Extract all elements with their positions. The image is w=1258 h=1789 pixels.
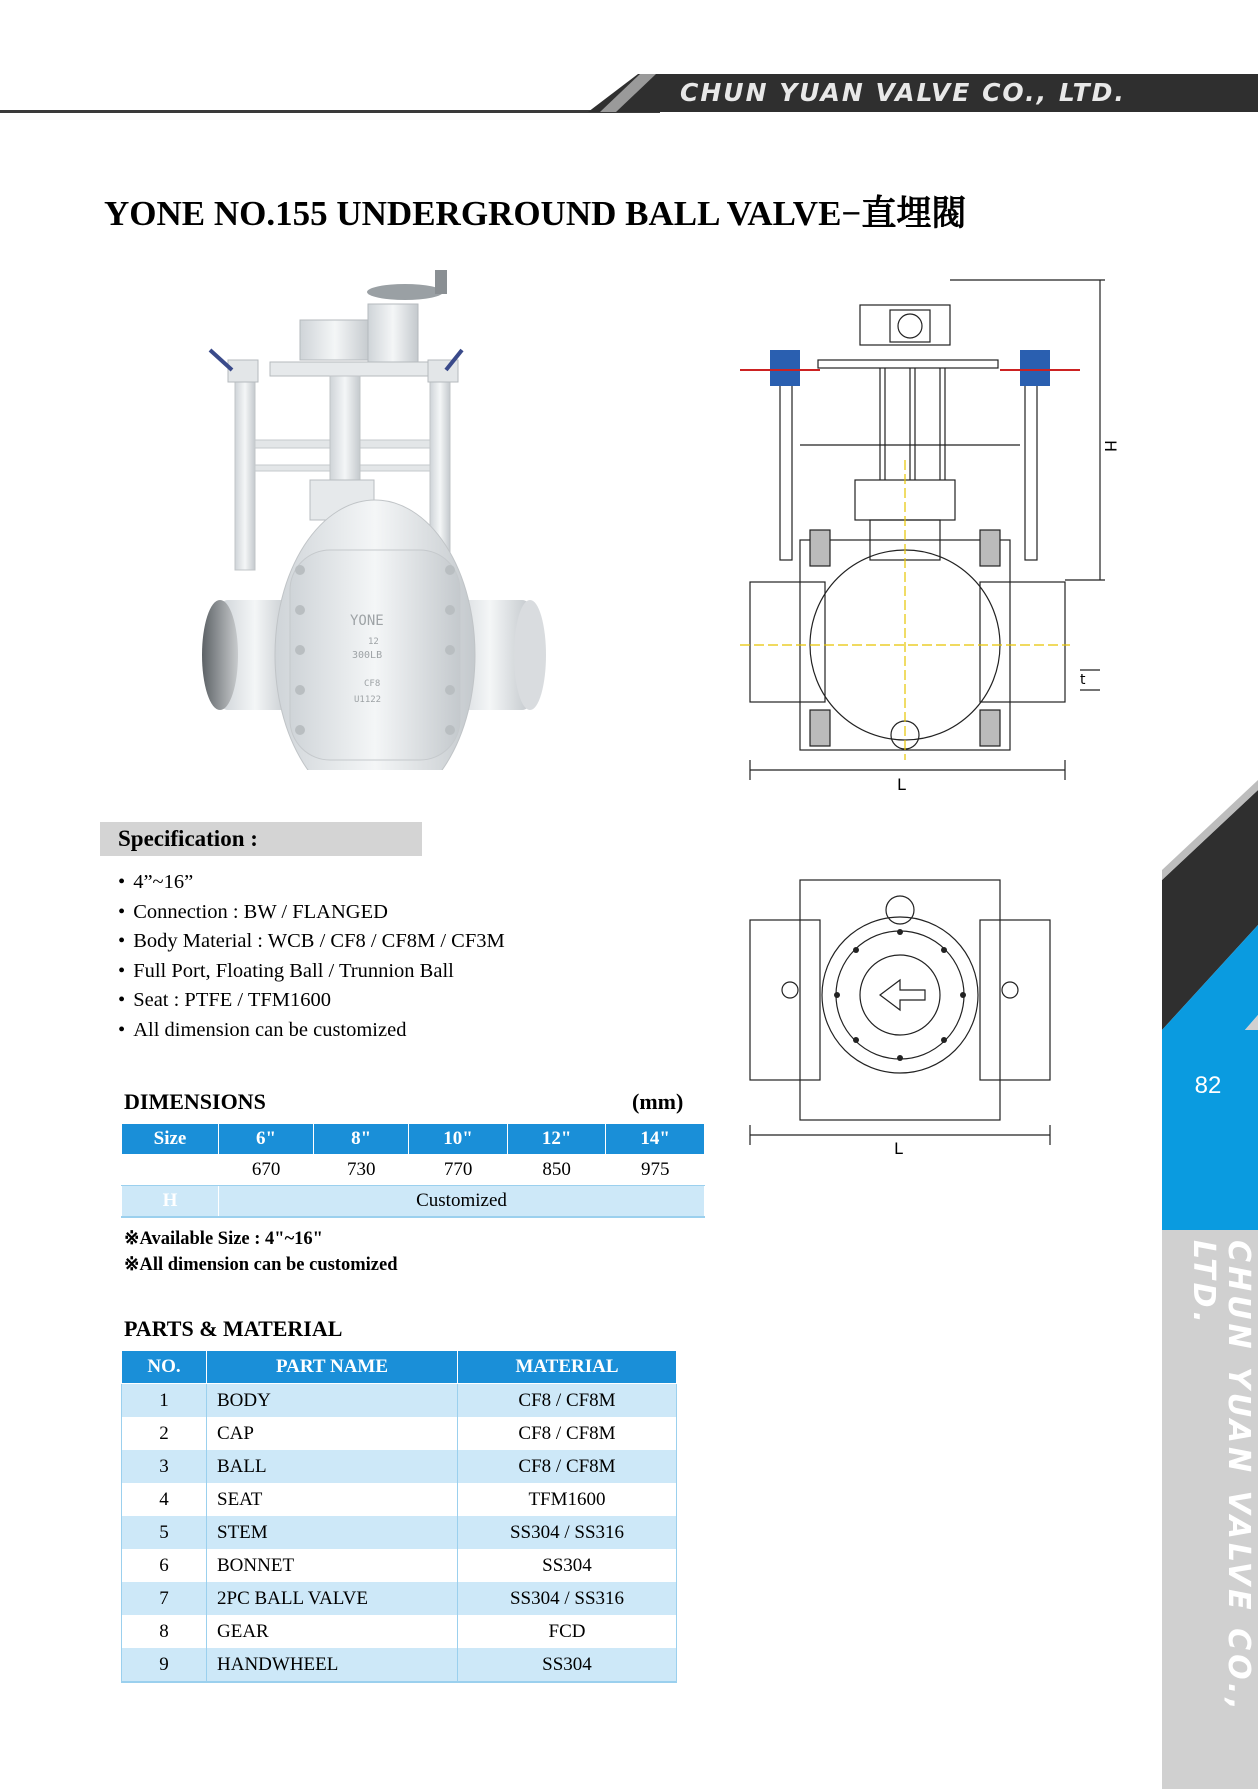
col-no: NO. bbox=[122, 1351, 207, 1384]
col-material: MATERIAL bbox=[458, 1351, 677, 1384]
spec-item: • Body Material : WCB / CF8 / CF8M / CF3M bbox=[118, 927, 505, 957]
l-value: 670 bbox=[219, 1155, 314, 1186]
part-name: CAP bbox=[207, 1417, 458, 1450]
note-customizable: ※All dimension can be customized bbox=[124, 1255, 398, 1275]
specification-heading-text: Specification : bbox=[118, 826, 258, 851]
body-marking-heat: U1122 bbox=[354, 695, 382, 705]
l-value: 730 bbox=[314, 1155, 409, 1186]
thickness-label: t bbox=[1080, 672, 1086, 688]
section-drawing bbox=[740, 270, 1160, 810]
col-part-name: PART NAME bbox=[207, 1351, 458, 1384]
spec-item: • Seat : PTFE / TFM1600 bbox=[118, 986, 505, 1016]
table-row bbox=[122, 1450, 677, 1483]
size-cell: 12" bbox=[507, 1124, 606, 1155]
size-cell: 10" bbox=[409, 1124, 508, 1155]
part-material: CF8 / CF8M bbox=[458, 1417, 677, 1450]
spec-item: • Full Port, Floating Ball / Trunnion Ball bbox=[118, 957, 505, 987]
part-name: BONNET bbox=[207, 1549, 458, 1582]
table-row bbox=[122, 1483, 677, 1516]
specification-heading bbox=[100, 822, 422, 856]
dimensions-title: DIMENSIONS bbox=[124, 1089, 266, 1114]
size-cell: 14" bbox=[606, 1124, 705, 1155]
specification-list bbox=[118, 868, 505, 1045]
length-label: L bbox=[897, 775, 906, 794]
part-material: SS304 bbox=[458, 1648, 677, 1682]
height-label: H bbox=[1101, 440, 1120, 453]
l-header: L bbox=[122, 1155, 219, 1186]
h-value: Customized bbox=[219, 1186, 705, 1218]
top-view-length-label: L bbox=[894, 1139, 903, 1158]
dimensions-h-row bbox=[122, 1186, 705, 1218]
parts-title: PARTS & MATERIAL bbox=[124, 1316, 343, 1341]
header-company-name: CHUN YUAN VALVE CO., LTD. bbox=[680, 78, 1126, 107]
size-header: Size bbox=[122, 1124, 219, 1155]
h-header: H bbox=[122, 1186, 219, 1218]
header-rule bbox=[0, 110, 660, 113]
table-row bbox=[122, 1384, 677, 1418]
parts-table bbox=[121, 1350, 677, 1683]
part-name: GEAR bbox=[207, 1615, 458, 1648]
part-no: 1 bbox=[122, 1384, 207, 1418]
page-title: YONE NO.155 UNDERGROUND BALL VALVE−直埋閥 bbox=[104, 194, 967, 233]
part-name: STEM bbox=[207, 1516, 458, 1549]
part-name: HANDWHEEL bbox=[207, 1648, 458, 1682]
dimension-notes bbox=[124, 1226, 397, 1278]
table-row bbox=[122, 1516, 677, 1549]
part-material: CF8 / CF8M bbox=[458, 1450, 677, 1483]
size-cell: 8" bbox=[314, 1124, 409, 1155]
size-cell: 6" bbox=[219, 1124, 314, 1155]
part-material: SS304 / SS316 bbox=[458, 1516, 677, 1549]
table-row bbox=[122, 1417, 677, 1450]
part-name: BALL bbox=[207, 1450, 458, 1483]
part-material: CF8 / CF8M bbox=[458, 1384, 677, 1418]
top-view-drawing bbox=[740, 860, 1060, 1160]
table-row bbox=[122, 1582, 677, 1615]
spec-item: • Connection : BW / FLANGED bbox=[118, 898, 505, 928]
part-name: 2PC BALL VALVE bbox=[207, 1582, 458, 1615]
part-name: BODY bbox=[207, 1384, 458, 1418]
part-material: FCD bbox=[458, 1615, 677, 1648]
spec-item: • All dimension can be customized bbox=[118, 1016, 505, 1046]
l-value: 850 bbox=[507, 1155, 606, 1186]
part-no: 5 bbox=[122, 1516, 207, 1549]
part-no: 8 bbox=[122, 1615, 207, 1648]
side-company-name: CHUN YUAN VALVE CO., LTD. bbox=[1186, 1240, 1256, 1714]
table-row bbox=[122, 1615, 677, 1648]
body-marking-class: 300LB bbox=[352, 650, 383, 661]
parts-header-row bbox=[122, 1351, 677, 1384]
note-available-size: ※Available Size : 4"~16" bbox=[124, 1229, 323, 1249]
dimensions-table bbox=[121, 1123, 705, 1218]
part-no: 2 bbox=[122, 1417, 207, 1450]
l-value: 975 bbox=[606, 1155, 705, 1186]
table-row bbox=[122, 1549, 677, 1582]
part-material: TFM1600 bbox=[458, 1483, 677, 1516]
body-marking-size: 12 bbox=[368, 637, 379, 647]
body-marking-brand: YONE bbox=[350, 613, 384, 629]
page-number: 82 bbox=[1194, 1072, 1222, 1099]
part-no: 6 bbox=[122, 1549, 207, 1582]
dimensions-header-row bbox=[122, 1124, 705, 1155]
spec-item: • 4”~16” bbox=[118, 868, 505, 898]
part-no: 7 bbox=[122, 1582, 207, 1615]
l-value: 770 bbox=[409, 1155, 508, 1186]
part-material: SS304 / SS316 bbox=[458, 1582, 677, 1615]
part-no: 4 bbox=[122, 1483, 207, 1516]
part-no: 3 bbox=[122, 1450, 207, 1483]
part-name: SEAT bbox=[207, 1483, 458, 1516]
body-marking-material: CF8 bbox=[364, 679, 381, 689]
table-row bbox=[122, 1648, 677, 1682]
part-material: SS304 bbox=[458, 1549, 677, 1582]
part-no: 9 bbox=[122, 1648, 207, 1682]
dimensions-unit: (mm) bbox=[632, 1089, 684, 1114]
dimensions-l-row bbox=[122, 1155, 705, 1186]
product-photo bbox=[200, 270, 580, 770]
